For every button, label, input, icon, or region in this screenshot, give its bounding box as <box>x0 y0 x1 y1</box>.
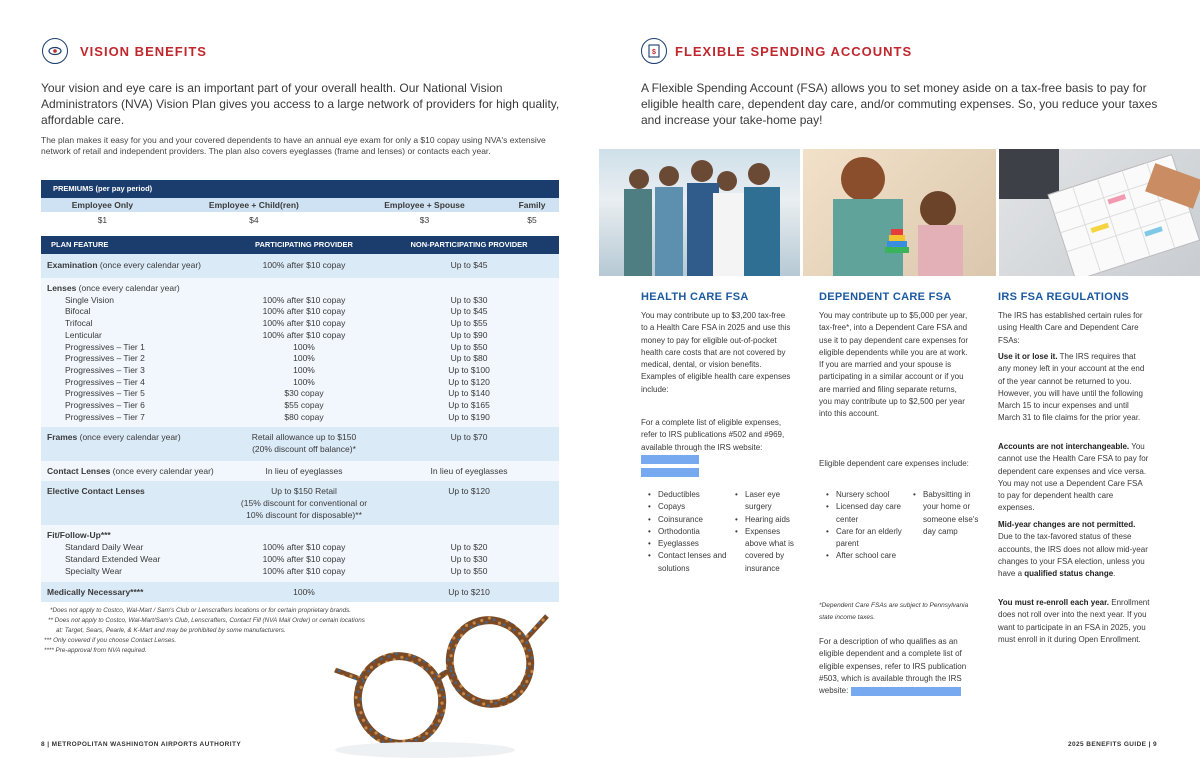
irs-rule-1 <box>998 351 1150 425</box>
irs-rule-3-t: Due to the tax-favored status of these accounts, the IRS does not allow mid-year changes to your FSA election, unless you have a <box>998 532 1148 579</box>
fit-type: Standard Extended Wear <box>65 553 161 564</box>
lens-type: Trifocal <box>65 318 93 329</box>
lens-type: Progressives – Tier 7 <box>65 411 145 422</box>
lens-type: Progressives – Tier 6 <box>65 400 145 411</box>
premiums-header: PREMIUMS (per pay period) <box>41 180 559 198</box>
bullet-item: • After school care <box>826 550 906 562</box>
hc-title: HEALTH CARE FSA <box>641 291 749 303</box>
med-label: Medically Necessary**** <box>47 587 144 598</box>
hc-p2: For a complete list of eligible expenses, refer to IRS publications #502 and #969, available through the IRS website: <box>641 418 785 452</box>
irs-link-redacted[interactable] <box>641 455 699 464</box>
premium-col: Employee + Child(ren) <box>164 198 344 212</box>
dc-p1: You may contribute up to $5,000 per year, tax-free*, into a Dependent Care FSA and use it to pay dependent care expenses for eligible dependents while you are at work. If you are married and your spouse is participating in a similar account or if you are married and filing separate returns, you may contribute up to $2,500 per year into this account. <box>819 311 968 419</box>
fit-type: Standard Daily Wear <box>65 542 144 553</box>
dc-bullets-1 <box>826 489 906 563</box>
eye-icon <box>42 38 68 64</box>
elective-np: Up to $120 <box>448 486 490 497</box>
child-daycare-photo <box>803 149 996 276</box>
svg-text:$: $ <box>652 49 656 56</box>
frames-note: (once every calendar year) <box>77 432 181 443</box>
irs-rule-3-b: Mid-year changes are not permitted. <box>998 520 1136 529</box>
contacts-np: In lieu of eyeglasses <box>430 466 508 477</box>
bullet-item: • Hearing aids <box>735 514 803 526</box>
vision-title: VISION BENEFITS <box>80 44 207 59</box>
lens-type: Progressives – Tier 2 <box>65 353 145 364</box>
irs-rule-1-t: The IRS requires that any money left in your account at the end of the year cannot be returned to you. However, you will have until the following March 15 to incur expenses and until March 31 to file claims for the prior year. <box>998 352 1145 423</box>
irs-link-redacted-3[interactable] <box>851 687 961 696</box>
th-nonparticipating: NON-PARTICIPATING PROVIDER <box>379 236 559 254</box>
footnote: ** Does not apply to Costco, Wal-Mart/Sam's Club, Lenscrafters, Contact Fill (NVA Mail Order) or certain locations <box>48 617 365 624</box>
lens-participating: 100% <box>293 341 315 352</box>
irs-rule-3-e: . <box>1113 569 1116 579</box>
irs-rule-4 <box>998 597 1150 646</box>
premium-val: $3 <box>344 212 505 228</box>
footnote: at: Target, Sears, Pearle, & K-Mart and may be prohibited by some manufacturers. <box>56 627 286 634</box>
frames-p2: (20% discount off balance)* <box>252 444 356 455</box>
bullet-item: • Orthodontia <box>648 526 730 538</box>
irs-rule-3 <box>998 519 1150 580</box>
hc-p1: You may contribute up to $3,200 tax-free to a Health Care FSA in 2025 and use this money to pay for eligible out-of-pocket health care costs that are not covered by medical, dental, or vision benefits. Examples of eligible health care expenses include: <box>641 311 791 394</box>
irs-rule-2 <box>998 441 1150 515</box>
lens-nonparticipating: Up to $80 <box>450 353 488 364</box>
dc-title: DEPENDENT CARE FSA <box>819 291 952 303</box>
med-p: 100% <box>293 587 315 598</box>
lens-participating: $30 copay <box>284 388 324 399</box>
bullet-item: • Licensed day care center <box>826 501 906 526</box>
med-np: Up to $210 <box>448 587 490 598</box>
premium-val: $4 <box>164 212 344 228</box>
left-footer: 8 | METROPOLITAN WASHINGTON AIRPORTS AUTHORITY <box>41 741 242 748</box>
bullet-item: • Laser eye surgery <box>735 489 803 514</box>
bullet-item: • Contact lenses and solutions <box>648 550 730 575</box>
eyeglasses-image <box>325 610 555 760</box>
lens-participating: 100% <box>293 376 315 387</box>
irs-rule-3-q: qualified status change <box>1024 569 1114 579</box>
bullet-item: • Babysitting in your home or someone else's day camp <box>913 489 983 538</box>
lens-participating: $80 copay <box>284 411 324 422</box>
lens-participating: 100% after $10 copay <box>262 306 346 317</box>
lens-nonparticipating: Up to $190 <box>448 411 490 422</box>
irs-rule-2-b: Accounts are not interchangeable. <box>998 442 1130 451</box>
elective-p1: Up to $150 Retail <box>271 486 337 497</box>
premium-col: Family <box>505 198 559 212</box>
hc-bullets-1 <box>648 489 730 575</box>
lens-participating: 100% <box>293 353 315 364</box>
dc-p2: Eligible dependent care expenses include: <box>819 459 969 468</box>
irs-rule-4-b: You must re-enroll each year. <box>998 598 1110 607</box>
lens-nonparticipating: Up to $100 <box>448 364 490 375</box>
th-feature: PLAN FEATURE <box>41 236 229 254</box>
elective-p3: 10% discount for disposable)** <box>246 509 362 520</box>
lens-type: Single Vision <box>65 294 114 305</box>
lens-type: Progressives – Tier 5 <box>65 388 145 399</box>
premium-col: Employee + Spouse <box>344 198 505 212</box>
medical-staff-photo <box>599 149 800 276</box>
premium-val: $5 <box>505 212 559 228</box>
lens-participating: 100% after $10 copay <box>262 329 346 340</box>
bullet-item: • Coinsurance <box>648 514 730 526</box>
footnote: *** Only covered if you choose Contact Lenses. <box>44 637 177 644</box>
fit-nonparticipating: Up to $50 <box>450 565 488 576</box>
contacts-note: (once every calendar year) <box>110 466 214 477</box>
irs-link-redacted-2[interactable] <box>641 468 699 477</box>
frames-np: Up to $70 <box>450 432 488 443</box>
exam-p: 100% after $10 copay <box>262 260 346 270</box>
exam-label: Examination <box>47 260 98 270</box>
bullet-item: • Expenses above what is covered by insurance <box>735 526 803 575</box>
fit-nonparticipating: Up to $30 <box>450 553 488 564</box>
lens-nonparticipating: Up to $140 <box>448 388 490 399</box>
fit-participating: 100% after $10 copay <box>262 542 346 553</box>
dc-bullets-2 <box>913 489 983 538</box>
premium-val: $1 <box>41 212 164 228</box>
lens-participating: $55 copay <box>284 400 324 411</box>
bullet-item: • Copays <box>648 501 730 513</box>
vision-sub: The plan makes it easy for you and your covered dependents to have an annual eye exam for only a $10 copay using NVA's extensive network of retail and independent providers. The plan also covers eyeglasses (frame and lenses) or contacts each year. <box>41 135 546 156</box>
contacts-label: Contact Lenses <box>47 466 111 477</box>
fsa-intro: A Flexible Spending Account (FSA) allows you to set money aside on a tax-free basis to pay for eligible health care, dependent day care, and/or commuting expenses. So, you reduce your taxes and increase your take-home pay! <box>641 81 1158 127</box>
irs-rule-1-b: Use it or lose it. <box>998 352 1058 361</box>
lenses-note: (once every calendar year) <box>76 283 180 293</box>
fit-nonparticipating: Up to $20 <box>450 542 488 553</box>
fit-participating: 100% after $10 copay <box>262 553 346 564</box>
fit-label: Fit/Follow-Up*** <box>47 530 111 541</box>
th-participating: PARTICIPATING PROVIDER <box>229 236 379 254</box>
lens-nonparticipating: Up to $45 <box>450 306 488 317</box>
fit-participating: 100% after $10 copay <box>262 565 346 576</box>
lens-nonparticipating: Up to $90 <box>450 329 488 340</box>
lens-nonparticipating: Up to $55 <box>450 318 488 329</box>
bullet-item: • Care for an elderly parent <box>826 526 906 551</box>
lens-type: Progressives – Tier 1 <box>65 341 145 352</box>
contacts-p: In lieu of eyeglasses <box>265 466 343 477</box>
lens-type: Lenticular <box>65 329 102 340</box>
receipt-icon <box>641 38 667 64</box>
fit-type: Specialty Wear <box>65 565 123 576</box>
footnote: *Does not apply to Costco, Wal-Mart / Sam's Club or Lenscrafters locations or for certain proprietary brands. <box>50 607 352 614</box>
dc-p3: For a description of who qualifies as an eligible dependent and a complete list of eligible expenses, refer to IRS publication #503, which is available through the IRS website: <box>819 637 967 696</box>
frames-label: Frames <box>47 432 78 443</box>
footnote: **** Pre-approval from NVA required. <box>44 647 147 654</box>
bullet-item: • Nursery school <box>826 489 906 501</box>
lens-nonparticipating: Up to $120 <box>448 376 490 387</box>
lens-nonparticipating: Up to $30 <box>450 294 488 305</box>
lens-participating: 100% after $10 copay <box>262 294 346 305</box>
irs-rule-2-t: You cannot use the Health Care FSA to pay for dependent care expenses and vice versa. You may not use a Dependent Care FSA to pay for dependent health care expenses. <box>998 442 1149 513</box>
dc-note: *Dependent Care FSAs are subject to Pennsylvania state income taxes. <box>819 602 969 621</box>
elective-label: Elective Contact Lenses <box>47 486 145 497</box>
hc-p2-wrap <box>641 417 791 478</box>
frames-p1: Retail allowance up to $150 <box>251 432 357 443</box>
lens-nonparticipating: Up to $50 <box>450 341 488 352</box>
vision-intro: Your vision and eye care is an important part of your overall health. Our National Vision Administrators (NVA) Vision Plan gives you access to a large network of providers for high quality, affordable care. <box>41 81 560 127</box>
plan-feature-table <box>41 236 559 602</box>
exam-note: (once every calendar year) <box>97 260 202 270</box>
calendar-photo <box>999 149 1200 276</box>
lens-participating: 100% <box>293 364 315 375</box>
bullet-item: • Eyeglasses <box>648 538 730 550</box>
lens-type: Progressives – Tier 3 <box>65 364 145 375</box>
lens-type: Progressives – Tier 4 <box>65 376 145 387</box>
irs-title: IRS FSA REGULATIONS <box>998 291 1129 303</box>
premiums-table <box>41 180 559 228</box>
right-footer: 2025 BENEFITS GUIDE | 9 <box>1068 741 1158 748</box>
lenses-label: Lenses <box>47 283 77 293</box>
bullet-item: • Deductibles <box>648 489 730 501</box>
fsa-title: FLEXIBLE SPENDING ACCOUNTS <box>675 44 913 59</box>
premium-col: Employee Only <box>41 198 164 212</box>
dc-p3-wrap <box>819 636 969 697</box>
exam-np: Up to $45 <box>450 260 488 270</box>
lens-participating: 100% after $10 copay <box>262 318 346 329</box>
elective-p2: (15% discount for conventional or <box>240 498 368 509</box>
lens-nonparticipating: Up to $165 <box>448 400 490 411</box>
lens-type: Bifocal <box>65 306 91 317</box>
irs-p1: The IRS has established certain rules for using Health Care and Dependent Care FSAs: <box>998 311 1143 345</box>
hc-bullets-2 <box>735 489 803 575</box>
irs-rule-4-t: Enrollment does not roll over into the next year. If you want to participate in an FSA in 2025, you must enroll in it during Open Enrollment. <box>998 598 1150 644</box>
